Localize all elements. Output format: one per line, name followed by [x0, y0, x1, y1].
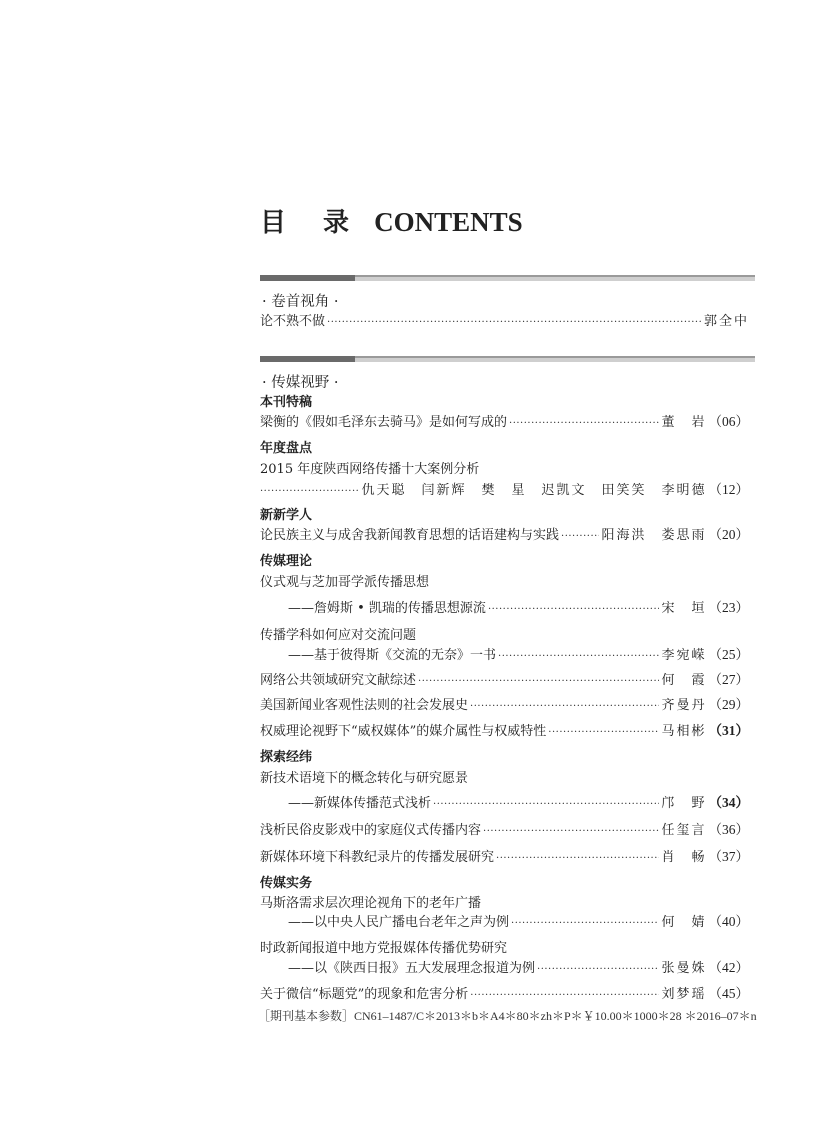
- toc-entry[interactable]: [260, 845, 749, 865]
- category-heading: 探索经纬: [260, 750, 313, 765]
- toc-entry[interactable]: [260, 523, 749, 543]
- entry-author: 肖 畅: [661, 850, 707, 865]
- leader-dots: [498, 650, 659, 663]
- category-heading: 新新学人: [260, 508, 313, 523]
- entry-title: 浅析民俗皮影戏中的家庭仪式传播内容: [260, 823, 482, 838]
- entry-title: 权威理论视野下“威权媒体”的媒介属性与权威特性: [260, 724, 547, 739]
- page-title-en: CONTENTS: [374, 207, 523, 237]
- entry-subtitle: ——詹姆斯 • 凯瑞的传播思想源流: [288, 601, 486, 616]
- toc-entry[interactable]: [260, 668, 749, 688]
- category-heading: 年度盘点: [260, 441, 313, 456]
- entry-title: 关于微信“标题党”的现象和危害分析: [260, 987, 469, 1002]
- leader-dots: [260, 485, 359, 498]
- entry-title[interactable]: 时政新闻报道中地方党报媒体传播优势研究: [260, 941, 508, 956]
- toc-entry[interactable]: [288, 956, 749, 976]
- entry-title[interactable]: 传播学科如何应对交流问题: [260, 628, 417, 643]
- entry-author: 张曼姝: [661, 961, 707, 976]
- entry-page: （36）: [708, 822, 749, 837]
- section-title: · 卷首视角 ·: [262, 294, 339, 310]
- entry-author: 郭全中: [703, 314, 749, 329]
- entry-page: （34）: [708, 795, 749, 810]
- category-heading: 本刊特稿: [260, 395, 313, 410]
- leader-dots: [433, 798, 659, 811]
- entry-page: （31）: [708, 723, 749, 738]
- toc-entry[interactable]: [260, 478, 749, 498]
- entry-page: （45）: [708, 986, 749, 1001]
- category-heading: 传媒实务: [260, 876, 313, 891]
- entry-author: 何 霞: [661, 673, 707, 688]
- leader-dots: [561, 530, 599, 543]
- entry-page: （37）: [708, 849, 749, 864]
- leader-dots: [418, 675, 659, 688]
- journal-parameters: ［期刊基本参数］CN61–1487/C＊2013＊b＊A4＊80＊zh＊P＊￥10.00＊1000＊28 ＊2016–07＊n: [258, 1009, 757, 1023]
- entry-subtitle: ——基于彼得斯《交流的无奈》一书: [288, 648, 497, 663]
- entry-title: 论民族主义与成舍我新闻教育思想的话语建构与实践: [260, 528, 560, 543]
- leader-dots: [483, 825, 659, 838]
- toc-entry[interactable]: [288, 643, 749, 663]
- toc-entry[interactable]: [288, 596, 749, 616]
- entry-title: 网络公共领域研究文献综述: [260, 673, 417, 688]
- toc-entry[interactable]: [260, 818, 749, 838]
- leader-dots: [511, 917, 659, 930]
- leader-dots: [327, 316, 702, 329]
- toc-entry[interactable]: [260, 719, 749, 739]
- leader-dots: [470, 700, 659, 713]
- entry-author: 齐曼丹: [661, 698, 707, 713]
- entry-page: （23）: [708, 600, 749, 615]
- entry-page: （06）: [708, 414, 749, 429]
- entry-page: （25）: [708, 647, 749, 662]
- page-title-cn: 目 录: [260, 208, 364, 238]
- leader-dots: [496, 852, 659, 865]
- category-heading: 传媒理论: [260, 554, 313, 569]
- entry-author: 任玺言: [661, 823, 707, 838]
- entry-title: 梁衡的《假如毛泽东去骑马》是如何写成的: [260, 415, 508, 430]
- entry-title[interactable]: 新技术语境下的概念转化与研究愿景: [260, 771, 469, 786]
- entry-page: （42）: [708, 960, 749, 975]
- entry-author: 何 婧: [661, 915, 707, 930]
- entry-title: 美国新闻业客观性法则的社会发展史: [260, 698, 469, 713]
- entry-author: 马相彬: [661, 724, 707, 739]
- section-title: · 传媒视野 ·: [262, 375, 339, 391]
- leader-dots: [488, 603, 660, 616]
- entry-title: 论不熟不做: [260, 314, 326, 329]
- toc-entry[interactable]: [288, 910, 749, 930]
- entry-page: （12）: [708, 482, 749, 497]
- section-divider: [260, 356, 755, 362]
- page-title: [260, 202, 523, 239]
- entry-title[interactable]: 2015 年度陕西网络传播十大案例分析: [260, 462, 480, 477]
- entry-subtitle: ——以中央人民广播电台老年之声为例: [288, 915, 510, 930]
- entry-author: 李宛嵘: [661, 648, 707, 663]
- entry-title: 新媒体环境下科教纪录片的传播发展研究: [260, 850, 495, 865]
- leader-dots: [548, 726, 659, 739]
- entry-author: 刘梦瑶: [661, 987, 707, 1002]
- leader-dots: [470, 989, 659, 1002]
- toc-entry[interactable]: [260, 410, 749, 430]
- entry-author: 阳海洪 娄思雨: [601, 528, 707, 543]
- entry-author: 董 岩: [661, 415, 707, 430]
- entry-subtitle: ——以《陕西日报》五大发展理念报道为例: [288, 961, 536, 976]
- entry-subtitle: ——新媒体传播范式浅析: [288, 796, 432, 811]
- toc-entry[interactable]: [260, 982, 749, 1002]
- entry-title[interactable]: 马斯洛需求层次理论视角下的老年广播: [260, 896, 482, 911]
- toc-entry[interactable]: [288, 791, 749, 811]
- entry-author: 宋 垣: [661, 601, 707, 616]
- entry-author: 仇天聪 闫新辉 樊 星 迟凯文 田笑笑 李明德: [361, 483, 707, 498]
- entry-page: （27）: [708, 672, 749, 687]
- entry-title[interactable]: 仪式观与芝加哥学派传播思想: [260, 575, 430, 590]
- leader-dots: [537, 963, 659, 976]
- toc-entry[interactable]: [260, 693, 749, 713]
- entry-page: （20）: [708, 527, 749, 542]
- toc-entry[interactable]: [260, 309, 749, 329]
- entry-page: （40）: [708, 914, 749, 929]
- leader-dots: [509, 417, 659, 430]
- section-divider: [260, 275, 755, 281]
- entry-page: （29）: [708, 697, 749, 712]
- entry-author: 邝 野: [661, 796, 707, 811]
